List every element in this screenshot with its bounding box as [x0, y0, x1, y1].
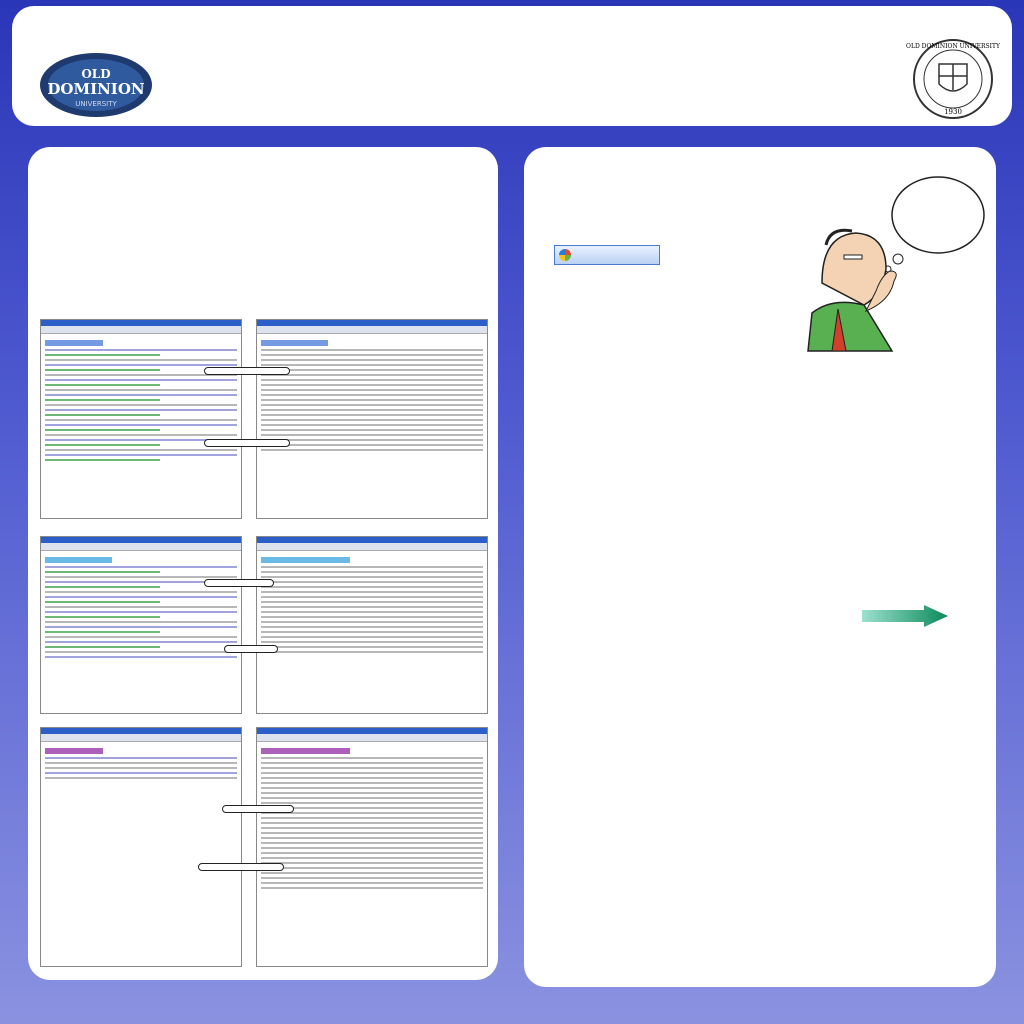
right-panel: [524, 147, 996, 987]
header: [12, 6, 1012, 126]
similarity-arrow-icon: [862, 605, 948, 627]
svg-text:DOMINION: DOMINION: [47, 80, 145, 98]
left-panel: [28, 147, 498, 980]
odu-logo: [36, 50, 156, 120]
google-tos: [554, 173, 822, 188]
svg-text:OLD DOMINION UNIVERSITY: OLD DOMINION UNIVERSITY: [906, 43, 1000, 50]
msn-wui-screenshot: [40, 536, 242, 714]
yahoo-api-screenshot: [256, 727, 488, 967]
thinking-man-illustration: [802, 163, 988, 351]
speech-bubble-msn-wui: [204, 579, 274, 587]
msn-tos: [554, 256, 794, 271]
yahoo-wui-screenshot: [40, 727, 242, 967]
google-wui-screenshot: [40, 319, 242, 519]
speech-bubble-yahoo-wui: [222, 805, 294, 813]
speech-bubble-google-api: [204, 439, 290, 447]
svg-text:OLD: OLD: [81, 67, 111, 81]
speech-bubble-msn-api: [224, 645, 278, 653]
odu-seal: [906, 38, 1000, 120]
msn-api-screenshot: [256, 536, 488, 714]
speech-bubble-google-wui: [204, 367, 290, 375]
svg-text:1930: 1930: [944, 108, 962, 116]
google-api-screenshot: [256, 319, 488, 519]
speech-bubble-yahoo-api: [198, 863, 284, 871]
svg-text:UNIVERSITY: UNIVERSITY: [75, 100, 117, 108]
distance-charts: [530, 847, 990, 977]
